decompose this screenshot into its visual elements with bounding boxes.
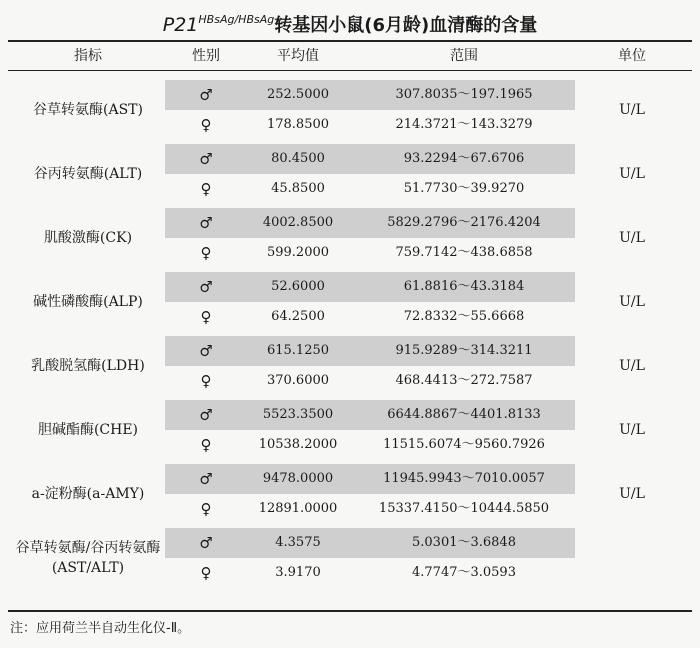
table-row (0, 144, 700, 174)
mean-cell: 9478.0000 (262, 471, 334, 486)
table-row (0, 494, 700, 524)
range-cell: 61.8816～43.3184 (403, 279, 525, 294)
sex-cell: ♂ (199, 406, 213, 424)
range-cell: 15337.4150～10444.5850 (378, 501, 550, 516)
table-row (0, 366, 700, 396)
unit-cell: U/L (619, 422, 645, 438)
range-cell: 51.7730～39.9270 (403, 181, 525, 196)
sex-cell: ♀ (200, 116, 212, 134)
table-row (0, 272, 700, 302)
table-row (0, 528, 700, 558)
range-cell: 214.3721～143.3279 (395, 117, 533, 132)
enzyme-name: 碱性磷酸酶(ALP) (33, 294, 143, 310)
mean-cell: 45.8500 (271, 181, 325, 196)
mean-cell: 615.1250 (266, 343, 330, 358)
title-text: 转基因小鼠(6月龄)血清酶的含量 (274, 15, 538, 36)
sex-cell: ♂ (199, 470, 213, 488)
mean-cell: 3.9170 (275, 565, 321, 580)
sex-cell: ♀ (200, 244, 212, 262)
sex-cell: ♂ (199, 278, 213, 296)
unit-cell: U/L (619, 102, 645, 118)
table-row (0, 208, 700, 238)
sex-cell: ♂ (199, 534, 213, 552)
table-note: 注：应用荷兰半自动生化仪-Ⅱ。 (10, 621, 191, 636)
table-row (0, 430, 700, 460)
mean-cell: 5523.3500 (262, 407, 334, 422)
table-row (0, 238, 700, 268)
enzyme-name: 谷丙转氨酶(ALT) (33, 166, 143, 182)
sex-cell: ♂ (199, 150, 213, 168)
mean-cell: 80.4500 (271, 151, 325, 166)
sex-cell: ♀ (200, 436, 212, 454)
range-cell: 93.2294～67.6706 (403, 151, 525, 166)
table-row (0, 336, 700, 366)
sex-cell: ♀ (200, 564, 212, 582)
sex-cell: ♂ (199, 342, 213, 360)
header-range: 范围 (450, 48, 478, 64)
enzyme-name: 谷草转氨酶/谷丙转氨酶(AST/ALT) (15, 540, 161, 576)
table-row (0, 302, 700, 332)
range-cell: 759.7142～438.6858 (395, 245, 533, 260)
table-row (0, 110, 700, 140)
header-mean: 平均值 (277, 48, 319, 64)
mean-cell: 52.6000 (271, 279, 325, 294)
unit-cell: U/L (619, 166, 645, 182)
header-unit: 单位 (618, 48, 646, 64)
enzyme-name: 肌酸激酶(CK) (43, 230, 133, 246)
sex-cell: ♀ (200, 308, 212, 326)
range-cell: 4.7747～3.0593 (412, 565, 516, 580)
table-row (0, 174, 700, 204)
range-cell: 72.8332～55.6668 (403, 309, 525, 324)
table-row (0, 400, 700, 430)
sex-cell: ♂ (199, 214, 213, 232)
range-cell: 11515.6074～9560.7926 (383, 437, 545, 452)
sex-cell: ♀ (200, 500, 212, 518)
range-cell: 11945.9943～7010.0057 (383, 471, 545, 486)
title-superscript: HBsAg/HBsAg (198, 13, 275, 26)
sex-cell: ♀ (200, 180, 212, 198)
unit-cell: U/L (619, 358, 645, 374)
mean-cell: 12891.0000 (258, 501, 338, 516)
range-cell: 915.9289～314.3211 (395, 343, 533, 358)
range-cell: 307.8035～197.1965 (395, 87, 533, 102)
bottom-rule (8, 610, 692, 612)
enzyme-name: 谷草转氨酶(AST) (33, 102, 143, 118)
mean-cell: 599.2000 (266, 245, 330, 260)
header-rule (8, 70, 692, 71)
mean-cell: 4002.8500 (262, 215, 334, 230)
header-sex: 性别 (192, 48, 220, 64)
table-row (0, 80, 700, 110)
sex-cell: ♀ (200, 372, 212, 390)
enzyme-name: a-淀粉酶(a-AMY) (31, 486, 145, 502)
range-cell: 5829.2796～2176.4204 (387, 215, 541, 230)
mean-cell: 64.2500 (271, 309, 325, 324)
mean-cell: 370.6000 (266, 373, 330, 388)
mean-cell: 178.8500 (266, 117, 330, 132)
enzyme-name: 胆碱酯酶(CHE) (37, 422, 139, 438)
range-cell: 6644.8867～4401.8133 (387, 407, 541, 422)
mean-cell: 4.3575 (275, 535, 321, 550)
mean-cell: 252.5000 (266, 87, 330, 102)
header-indicator: 指标 (74, 48, 102, 64)
unit-cell: U/L (619, 486, 645, 502)
range-cell: 468.4413～272.7587 (395, 373, 533, 388)
title-symbol: P21 (162, 14, 199, 36)
sex-cell: ♂ (199, 86, 213, 104)
table-row (0, 558, 700, 588)
range-cell: 5.0301～3.6848 (412, 535, 516, 550)
table-row (0, 464, 700, 494)
mean-cell: 10538.2000 (258, 437, 338, 452)
unit-cell: U/L (619, 294, 645, 310)
table-title (0, 6, 700, 34)
enzyme-name: 乳酸脱氢酶(LDH) (31, 358, 145, 374)
unit-cell: U/L (619, 230, 645, 246)
